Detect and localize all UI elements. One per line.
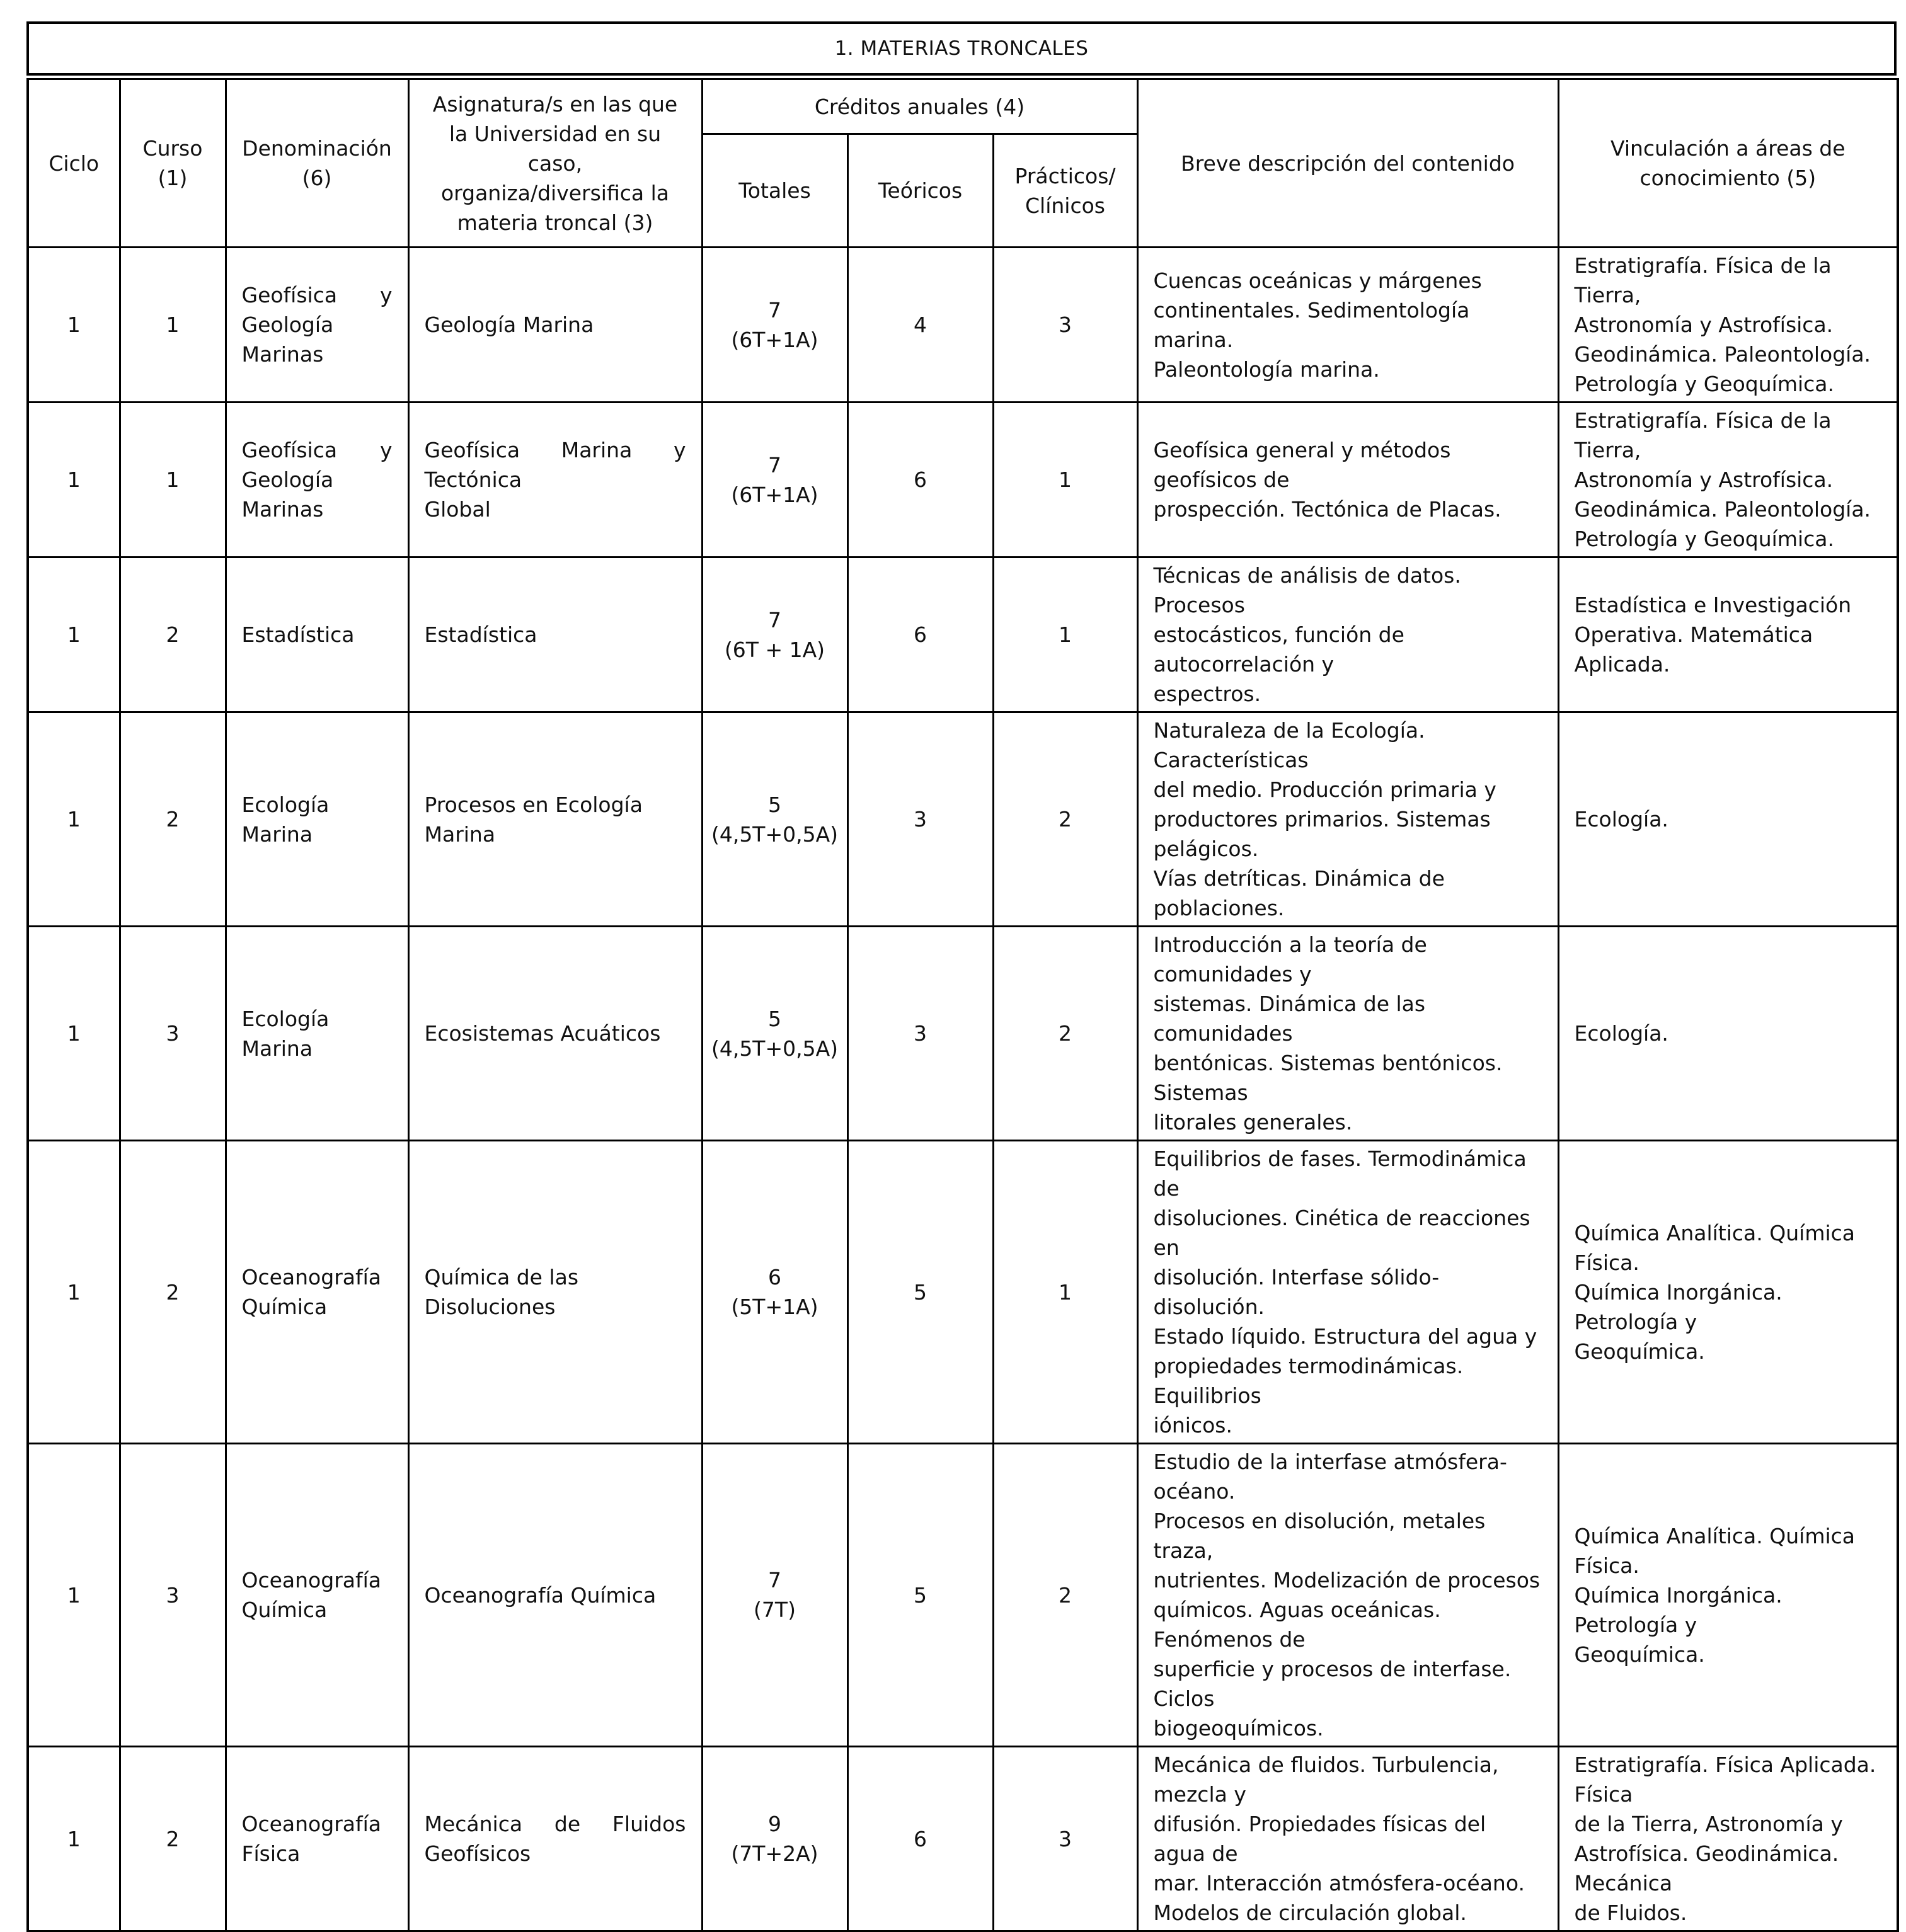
header-totales: Totales: [702, 134, 847, 248]
header-creditos: Créditos anuales (4): [702, 79, 1137, 134]
cell-vinculacion: Estratigrafía. Física de la Tierra, Astronomía y Astrofísica. Geodinámica. Paleontología. Petrología y Geoquímica.: [1558, 403, 1898, 557]
cell-practicos: 2: [993, 927, 1137, 1141]
table-row: [28, 557, 1898, 712]
cell-asignatura: Mecánica de Fluidos Geofísicos: [408, 1747, 702, 1931]
cell-vinculacion: Estratigrafía. Física de la Tierra, Astronomía y Astrofísica. Geodinámica. Paleontología. Petrología y Geoquímica.: [1558, 248, 1898, 403]
document-sheet: [26, 21, 1897, 1932]
cell-vinculacion: Ecología.: [1558, 927, 1898, 1141]
cell-practicos: 3: [993, 248, 1137, 403]
cell-vinculacion: Química Analítica. Química Física. Química Inorgánica. Petrología y Geoquímica.: [1558, 1444, 1898, 1747]
table-row: [28, 1444, 1898, 1747]
cell-vinculacion: Estratigrafía. Física Aplicada. Física de la Tierra, Astronomía y Astrofísica. Geodinámica. Mecánica de Fluidos.: [1558, 1747, 1898, 1931]
cell-teoricos: 3: [847, 712, 993, 927]
cell-curso: 2: [120, 712, 226, 927]
table-row: [28, 1747, 1898, 1931]
cell-curso: 2: [120, 1141, 226, 1444]
table-row: [28, 927, 1898, 1141]
table-row: [28, 248, 1898, 403]
cell-teoricos: 6: [847, 557, 993, 712]
table-row: [28, 403, 1898, 557]
cell-asignatura: Geofísica Marina y Tectónica Global: [408, 403, 702, 557]
header-practicos: Prácticos/ Clínicos: [993, 134, 1137, 248]
cell-denominacion: Ecología Marina: [226, 927, 408, 1141]
cell-ciclo: 1: [28, 927, 120, 1141]
cell-ciclo: 1: [28, 557, 120, 712]
table-title: 1. MATERIAS TRONCALES: [26, 21, 1897, 76]
cell-asignatura: Procesos en Ecología Marina: [408, 712, 702, 927]
cell-ciclo: 1: [28, 1444, 120, 1747]
cell-teoricos: 6: [847, 403, 993, 557]
cell-vinculacion: Estadística e Investigación Operativa. Matemática Aplicada.: [1558, 557, 1898, 712]
cell-denominacion: Oceanografía Física: [226, 1747, 408, 1931]
cell-teoricos: 4: [847, 248, 993, 403]
cell-denominacion: Ecología Marina: [226, 712, 408, 927]
cell-ciclo: 1: [28, 1747, 120, 1931]
cell-ciclo: 1: [28, 712, 120, 927]
cell-ciclo: 1: [28, 248, 120, 403]
cell-curso: 3: [120, 1444, 226, 1747]
cell-totales: 9 (7T+2A): [702, 1747, 847, 1931]
cell-curso: 1: [120, 248, 226, 403]
cell-denominacion: Geofísica y Geología Marinas: [226, 248, 408, 403]
cell-curso: 3: [120, 927, 226, 1141]
cell-asignatura: Química de las Disoluciones: [408, 1141, 702, 1444]
cell-descripcion: Equilibrios de fases. Termodinámica de disoluciones. Cinética de reacciones en disolución. Interfase sólido-disolución. Estado líquido. Estructura del agua y propiedades termodinámicas. Equilibrios iónicos.: [1137, 1141, 1558, 1444]
cell-teoricos: 5: [847, 1141, 993, 1444]
cell-descripcion: Mecánica de fluidos. Turbulencia, mezcla y difusión. Propiedades físicas del agua de mar. Interacción atmósfera-océano. Modelos de circulación global.: [1137, 1747, 1558, 1931]
cell-practicos: 1: [993, 1141, 1137, 1444]
cell-descripcion: Introducción a la teoría de comunidades y sistemas. Dinámica de las comunidades bentónicas. Sistemas bentónicos. Sistemas litorales generales.: [1137, 927, 1558, 1141]
cell-curso: 1: [120, 403, 226, 557]
cell-asignatura: Geología Marina: [408, 248, 702, 403]
cell-practicos: 2: [993, 1444, 1137, 1747]
cell-totales: 7 (6T+1A): [702, 403, 847, 557]
header-ciclo: Ciclo: [28, 79, 120, 248]
header-asignatura: Asignatura/s en las que la Universidad en su caso, organiza/diversifica la materia troncal (3): [408, 79, 702, 248]
cell-descripcion: Cuencas oceánicas y márgenes continentales. Sedimentología marina. Paleontología marina.: [1137, 248, 1558, 403]
table-row: [28, 1141, 1898, 1444]
cell-teoricos: 3: [847, 927, 993, 1141]
cell-descripcion: Naturaleza de la Ecología. Características del medio. Producción primaria y productores primarios. Sistemas pelágicos. Vías detríticas. Dinámica de poblaciones.: [1137, 712, 1558, 927]
table-row: [28, 712, 1898, 927]
cell-ciclo: 1: [28, 403, 120, 557]
cell-totales: 5 (4,5T+0,5A): [702, 712, 847, 927]
header-denominacion: Denominación (6): [226, 79, 408, 248]
cell-asignatura: Ecosistemas Acuáticos: [408, 927, 702, 1141]
header-teoricos: Teóricos: [847, 134, 993, 248]
cell-descripcion: Geofísica general y métodos geofísicos de prospección. Tectónica de Placas.: [1137, 403, 1558, 557]
cell-teoricos: 5: [847, 1444, 993, 1747]
cell-vinculacion: Química Analítica. Química Física. Química Inorgánica. Petrología y Geoquímica.: [1558, 1141, 1898, 1444]
cell-practicos: 1: [993, 403, 1137, 557]
materias-table: [26, 78, 1899, 1932]
header-descripcion: Breve descripción del contenido: [1137, 79, 1558, 248]
cell-descripcion: Estudio de la interfase atmósfera-océano. Procesos en disolución, metales traza, nutrientes. Modelización de procesos químicos. Aguas oceánicas. Fenómenos de superficie y procesos de interfase. Ciclos biogeoquímicos.: [1137, 1444, 1558, 1747]
cell-denominacion: Geofísica y Geología Marinas: [226, 403, 408, 557]
cell-teoricos: 6: [847, 1747, 993, 1931]
cell-denominacion: Oceanografía Química: [226, 1141, 408, 1444]
cell-practicos: 2: [993, 712, 1137, 927]
cell-asignatura: Estadística: [408, 557, 702, 712]
header-curso: Curso (1): [120, 79, 226, 248]
cell-curso: 2: [120, 1747, 226, 1931]
cell-totales: 7 (6T + 1A): [702, 557, 847, 712]
cell-denominacion: Oceanografía Química: [226, 1444, 408, 1747]
cell-denominacion: Estadística: [226, 557, 408, 712]
cell-totales: 7 (6T+1A): [702, 248, 847, 403]
cell-totales: 7 (7T): [702, 1444, 847, 1747]
cell-vinculacion: Ecología.: [1558, 712, 1898, 927]
cell-descripcion: Técnicas de análisis de datos. Procesos estocásticos, función de autocorrelación y espectros.: [1137, 557, 1558, 712]
cell-practicos: 3: [993, 1747, 1137, 1931]
cell-totales: 6 (5T+1A): [702, 1141, 847, 1444]
cell-ciclo: 1: [28, 1141, 120, 1444]
header-vinculacion: Vinculación a áreas de conocimiento (5): [1558, 79, 1898, 248]
cell-asignatura: Oceanografía Química: [408, 1444, 702, 1747]
cell-curso: 2: [120, 557, 226, 712]
cell-practicos: 1: [993, 557, 1137, 712]
cell-totales: 5 (4,5T+0,5A): [702, 927, 847, 1141]
